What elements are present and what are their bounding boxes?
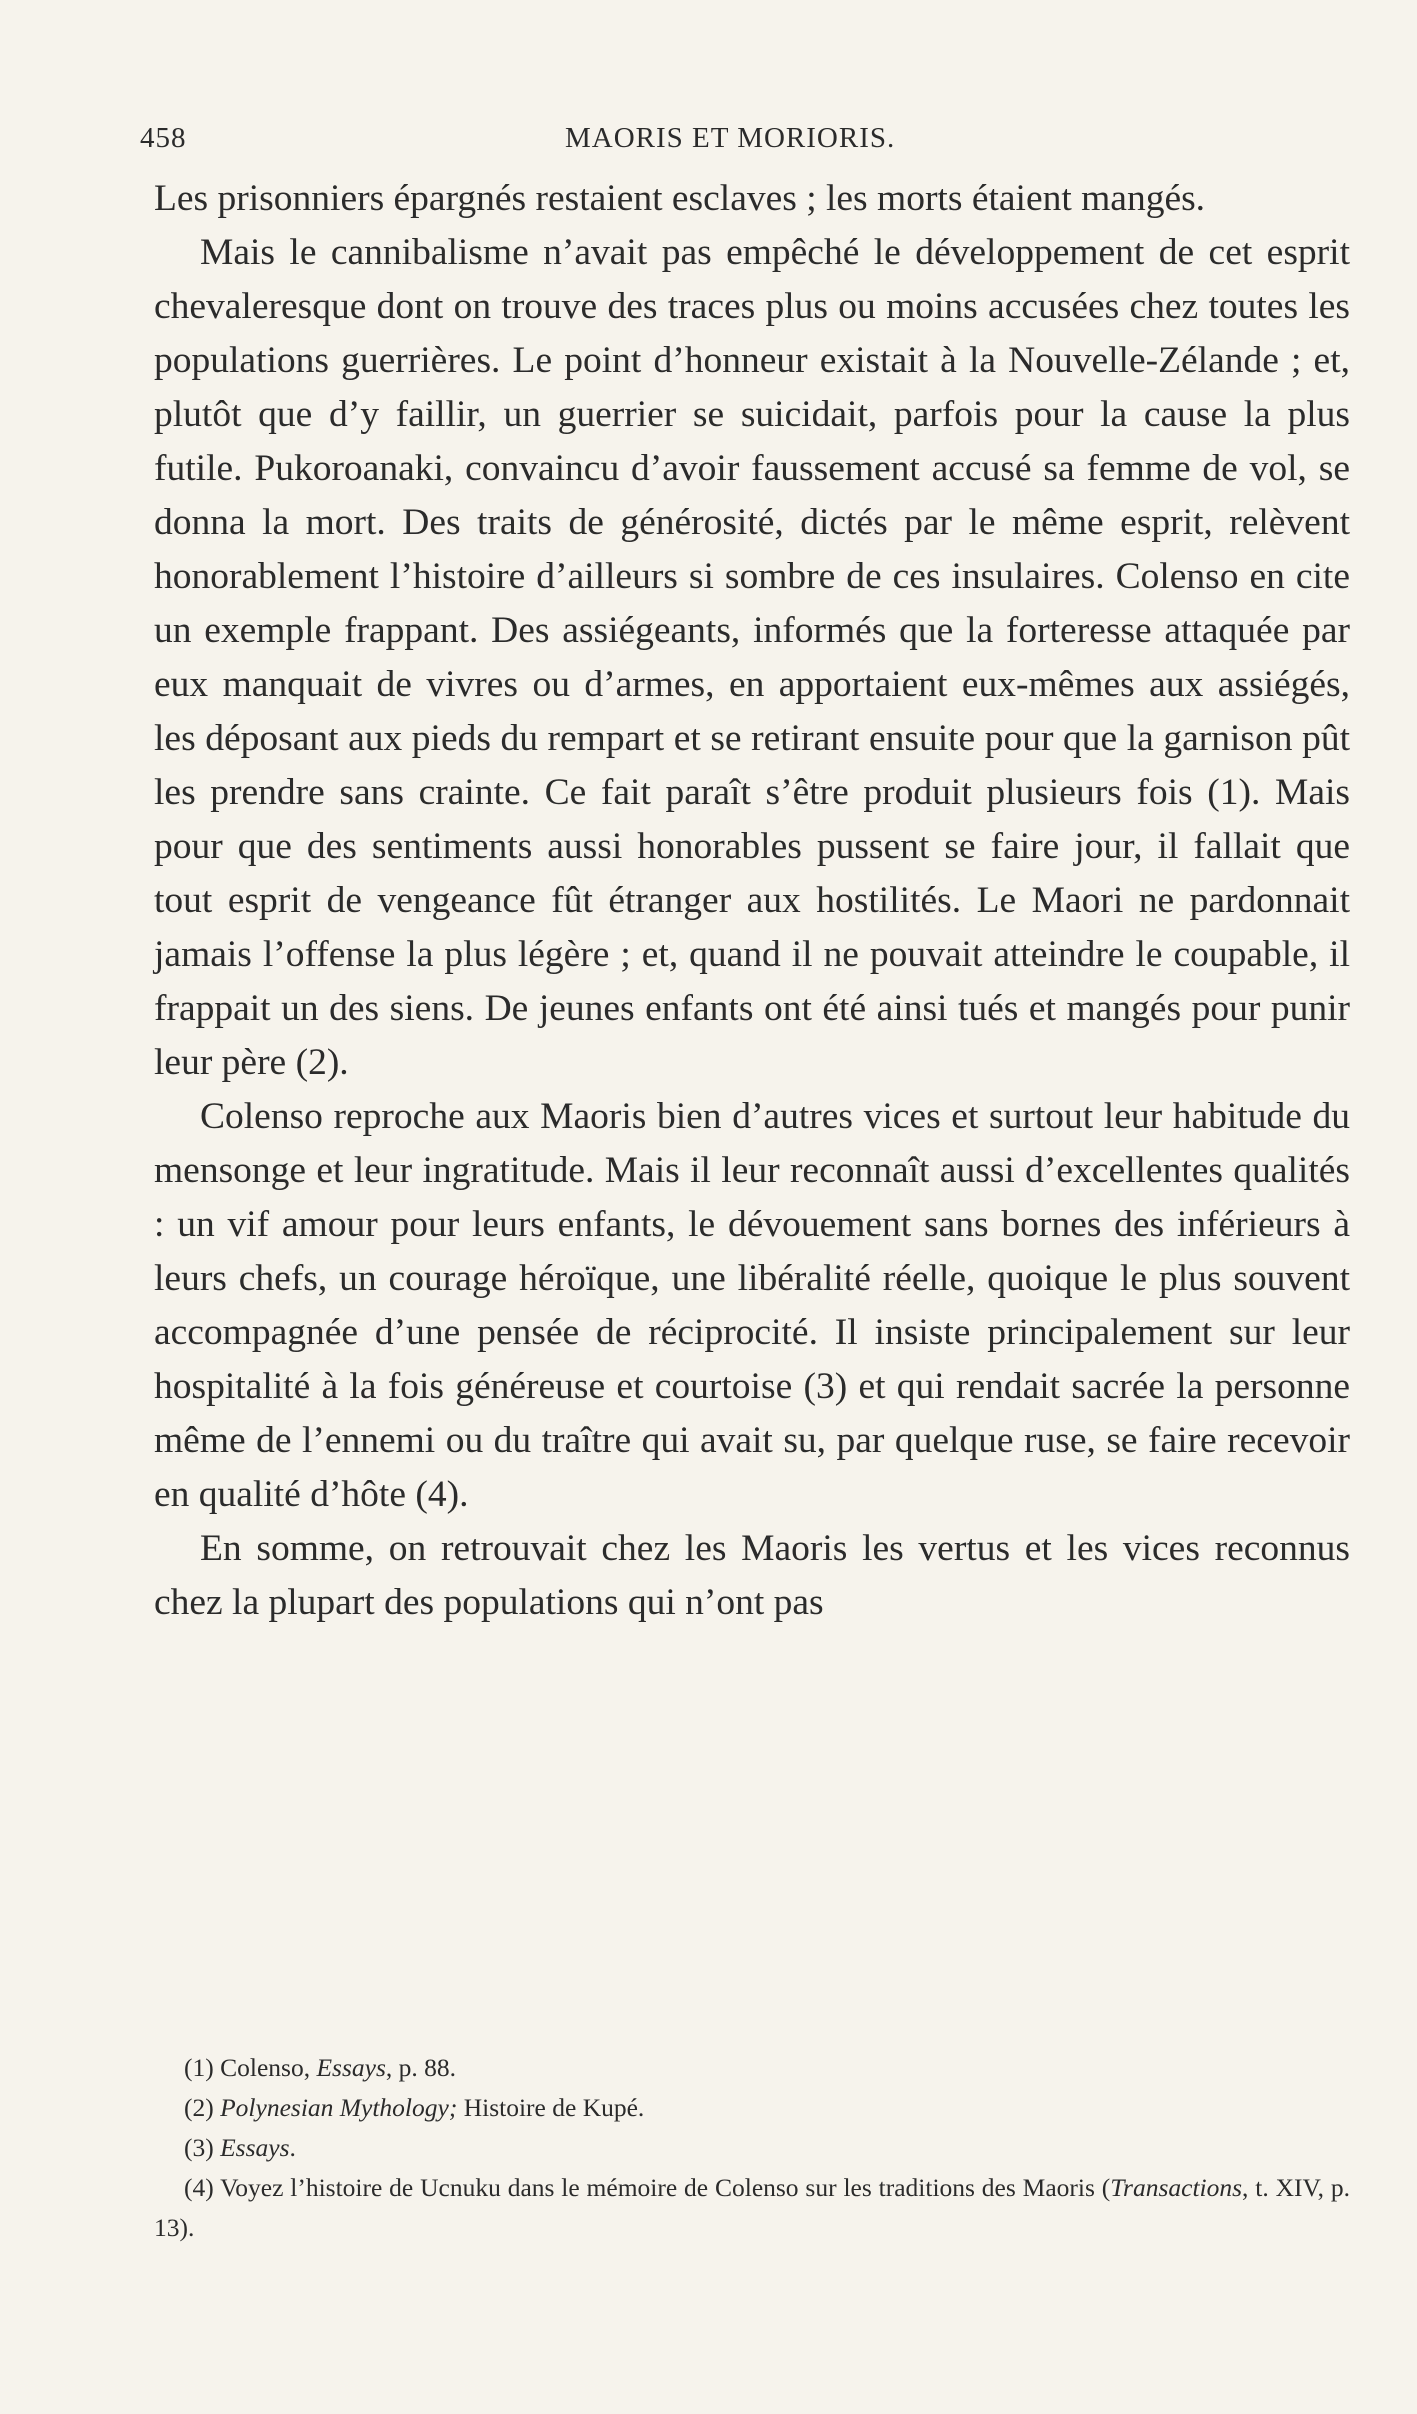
page-header [140,122,1350,166]
footnote-3-ref: . [289,2133,296,2162]
footnote-1-text: (1) Colenso, [184,2053,317,2082]
running-title: MAORIS ET MORIORIS. [565,122,896,154]
footnote-4-ref: , t. XIV, p. 13). [154,2173,1350,2242]
footnote-1-title: Essays [316,2053,386,2082]
footnote-3-title: Essays [220,2133,290,2162]
footnote-2-text: (2) [184,2093,221,2122]
paragraph-3: Colenso reproche aux Maoris bien d’autres vices et surtout leur habitude du mensonge et leur ingratitude. Mais il leur reconnaît aussi d’excellentes qualités : un vif amour pour leurs enfants, le dévouement sans bornes des inférieurs à leurs chefs, un courage héroïque, une libéralité réelle, quoique le plus souvent accompagnée d’une pensée de réciprocité. Il insiste principalement sur leur hospitalité à la fois généreuse et courtoise (3) et qui rendait sacrée la personne même de l’ennemi ou du traître qui avait su, par quelque ruse, se faire recevoir en qualité d’hôte (4). [154,1096,1350,1515]
paragraph-4: En somme, on retrouvait chez les Maoris les vertus et les vices reconnus chez la plupart des populations qui n’ont pas [154,1528,1350,1623]
footnote-4-title: Transactions [1110,2173,1243,2202]
footnote-3-text: (3) [184,2133,221,2162]
page-number: 458 [140,122,187,154]
footnote-2-title: Polynesian Mythology; [220,2093,458,2122]
footnote-1 [154,2048,1350,2088]
footnote-1-ref: , p. 88. [385,2053,456,2082]
footnote-4 [154,2168,1350,2248]
footnote-2 [154,2088,1350,2128]
footnotes [154,2048,1350,2248]
paragraph-2: Mais le cannibalisme n’avait pas empêché le développement de cet esprit chevaleresque dont on trouve des traces plus ou moins accusées chez toutes les populations guerrières. Le point d’honneur existait à la Nouvelle-Zélande ; et, plutôt que d’y faillir, un guerrier se suicidait, parfois pour la cause la plus futile. Pukoroanaki, convaincu d’avoir faussement accusé sa femme de vol, se donna la mort. Des traits de générosité, dictés par le même esprit, relèvent honorablement l’histoire d’ailleurs si sombre de ces insulaires. Colenso en cite un exemple frappant. Des assiégeants, informés que la forteresse attaquée par eux manquait de vivres ou d’armes, en apportaient eux-mêmes aux assiégés, les déposant aux pieds du rempart et se retirant ensuite pour que la garnison pût les prendre sans crainte. Ce fait paraît s’être produit plusieurs fois (1). Mais pour que des sentiments aussi honorables pussent se faire jour, il fallait que tout esprit de vengeance fût étranger aux hostilités. Le Maori ne pardonnait jamais l’offense la plus légère ; et, quand il ne pouvait atteindre le coupable, il frappait un des siens. De jeunes enfants ont été ainsi tués et mangés pour punir leur père (2). [154,232,1350,1083]
footnote-2-ref: Histoire de Kupé. [457,2093,645,2122]
paragraph-1: Les prisonniers épargnés restaient esclaves ; les morts étaient mangés. [154,178,1206,219]
footnote-3 [154,2128,1350,2168]
body-text [154,172,1350,1630]
footnote-4-text: (4) Voyez l’histoire de Ucnuku dans le mémoire de Colenso sur les traditions des Maoris ( [184,2173,1111,2202]
